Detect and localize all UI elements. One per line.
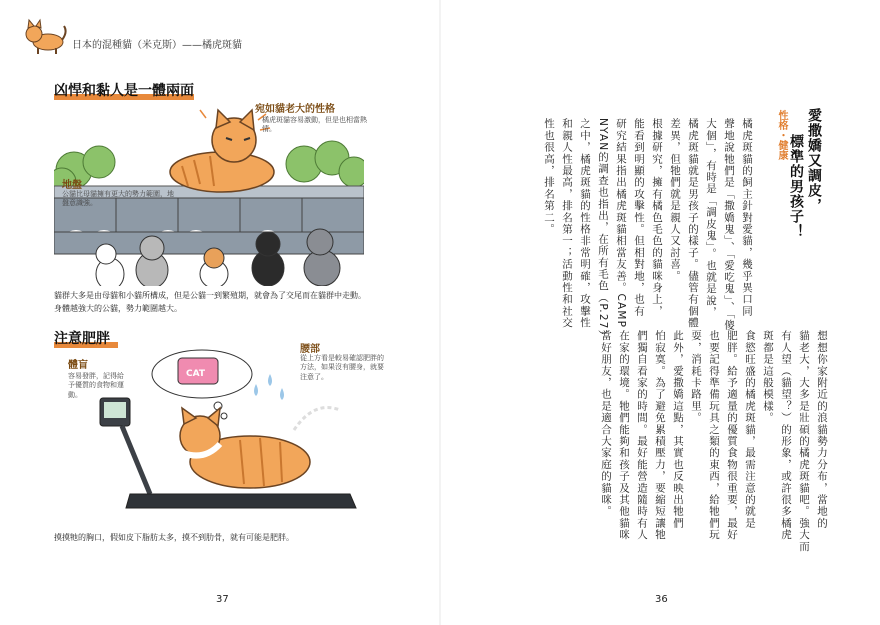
page-number-left: 37 [216,594,229,605]
title-line-1: 愛撒嬌又調皮， [806,108,822,213]
section-tag: 性格・健康 [776,110,787,160]
body-text-column: NYAN的調查也指出，在所有毛色（P.27） [597,118,609,342]
body-text-column: 根據研究，擁有橘色毛色的貓咪身上， [651,118,663,317]
callout-title-territory: 地盤 [62,180,82,191]
body-text-column: 橘虎斑貓就是男孩子的樣子。儘管有個體 [687,118,699,329]
caption-temperament [54,290,366,316]
body-text-column: 肥胖。給予適量的優質食物很重要，最好 [726,330,738,541]
body-text-column: 此外，愛撒嬌這點，其實也反映出牠們 [672,330,684,529]
cat-food-can-label: CAT [186,369,206,379]
body-text-column: 想想你家附近的浪貓勢力分布，當地的 [816,330,828,529]
body-text-column: 聲地說牠們是「撒嬌鬼」、「愛吃鬼」、「傻 [723,118,735,331]
caption-line: 身體越強大的公貓，勢力範圍越大。 [54,303,182,313]
body-text-column: 橘虎斑貓的飼主針對愛貓，幾乎異口同 [741,118,753,317]
cat-logo-icon [22,14,68,56]
body-text-column: 食慾旺盛的橘虎斑貓，最需注意的就是 [744,330,756,529]
callout-title-waist: 腰部 [300,344,320,355]
body-text-column: 有人望（貓望？）的形象，或許很多橘虎 [780,330,792,541]
body-text-column: 差異，但牠們就是親人又討喜。 [669,118,681,282]
body-text-column: 研究結果指出橘虎斑貓相當友善。CAMP [615,118,627,329]
callout-text-boss: 橘虎斑貓容易激動，但是也相當熱情。 [262,116,367,134]
callout-title-boss: 宛如貓老大的性格 [255,104,335,115]
callout-text-body: 容易發胖，記得給予優質的食物和運動。 [68,372,124,399]
caption-obesity: 摸摸牠的胸口，假如皮下脂肪太多，摸不到肋骨，就有可能是肥胖。 [54,533,294,542]
title-line-2: 標準的男孩子！ [788,134,804,239]
body-text-column: 之中，橘虎斑貓的性格非常明確，攻擊性 [579,118,591,329]
body-text-column: 耍，消耗卡路里。 [690,330,702,424]
section-heading-obesity: 注意肥胖 [54,331,110,347]
body-text-column: 能看到明顯的攻擊性。但相對地，也有 [633,118,645,317]
body-text-column: 也要記得準備玩具之類的東西，給牠們玩 [708,330,720,541]
body-text-column: 性也很高，排名第二。 [543,118,555,235]
callout-title-body: 體盲 [68,360,88,371]
callout-text-territory: 公貓比母貓擁有更大的勢力範圍，地盤意識強。 [62,190,174,208]
caption-line: 貓群大多是由母貓和小貓所構成，但是公貓一到繁殖期，就會為了交尾而在貓群中走動。 [54,291,366,300]
running-head: 日本的混種貓（米克斯）——橘虎斑貓 [72,40,242,51]
page-number-right: 36 [655,594,668,605]
body-text-column: 在家的環境。牠們能夠和孩子及其他貓咪 [618,330,630,541]
body-text-column: 當好朋友，也是適合大家庭的貓咪。 [600,330,612,518]
body-text-column: 怕寂寞。為了避免累積壓力，要縮短讓牠 [654,330,666,541]
callout-text-waist: 從上方看是較易確認肥胖的方法，如果沒有腰身，就要注意了。 [300,354,384,381]
body-text-column: 大個」，有時是「調皮鬼」。也就是說， [705,118,717,319]
body-text-column: 斑都是這般模樣。 [762,330,774,424]
body-text-column: 們獨自看家的時間。最好能營造隨時有人 [636,330,648,541]
body-text-column: 和親人性最高，排名第一；活動性和社交 [561,118,573,329]
body-text-column: 貓老大，大多是壯碩的橘虎斑貓吧。強大而 [798,330,810,553]
section-heading-temperament: 凶悍和黏人是一體兩面 [54,83,194,99]
right-page [440,0,880,625]
